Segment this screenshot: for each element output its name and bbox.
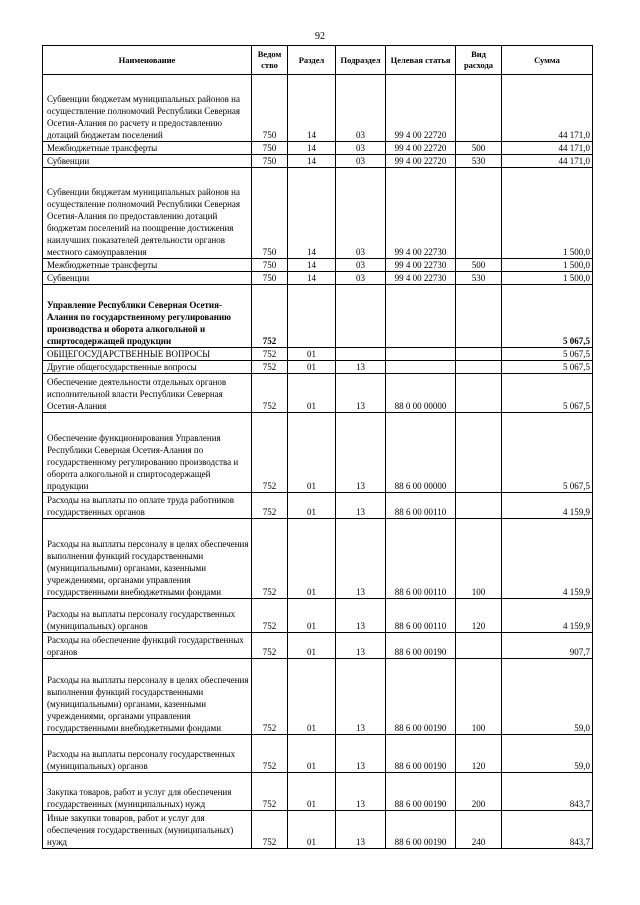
cell-name: Обеспечение деятельности отдельных органов исполнительной власти Республики Северная Осетия-Алания	[43, 374, 252, 413]
table-row	[43, 599, 593, 633]
cell-name: ОБЩЕГОСУДАРСТВЕННЫЕ ВОПРОСЫ	[43, 348, 252, 361]
cell-dept: 752	[252, 735, 288, 773]
cell-target: 88 0 00 00000	[386, 374, 456, 413]
cell-sum: 5 067,5	[502, 348, 593, 361]
cell-section: 14	[288, 75, 336, 142]
cell-name: Обеспечение функционирования Управления Республики Северная Осетия-Алания по государственному регулированию производства и оборота алкогольной и спиртосодержащей продукции	[43, 413, 252, 493]
header-name: Наименование	[43, 46, 252, 75]
cell-sum: 4 159,9	[502, 599, 593, 633]
cell-subsection: 13	[336, 811, 386, 849]
table-row	[43, 493, 593, 519]
cell-sum: 44 171,0	[502, 75, 593, 142]
cell-section: 01	[288, 361, 336, 374]
cell-subsection: 13	[336, 773, 386, 811]
table-row	[43, 811, 593, 849]
table-row	[43, 633, 593, 659]
cell-type: 200	[456, 773, 502, 811]
cell-type	[456, 361, 502, 374]
cell-section: 14	[288, 142, 336, 155]
cell-target: 99 4 00 22720	[386, 142, 456, 155]
cell-dept: 750	[252, 75, 288, 142]
cell-dept: 752	[252, 811, 288, 849]
table-row	[43, 659, 593, 735]
cell-name: Другие общегосударственные вопросы	[43, 361, 252, 374]
cell-type	[456, 413, 502, 493]
cell-target: 88 6 00 00190	[386, 659, 456, 735]
cell-subsection: 03	[336, 272, 386, 285]
table-row	[43, 519, 593, 599]
cell-sum: 5 067,5	[502, 374, 593, 413]
header-type: Вид расхода	[456, 46, 502, 75]
cell-sum: 4 159,9	[502, 493, 593, 519]
cell-type: 100	[456, 519, 502, 599]
cell-subsection: 03	[336, 75, 386, 142]
cell-name: Расходы на выплаты персоналу в целях обеспечения выполнения функций государственными (муниципальными) органами, казенными учреждениями, органами управления государственными внебюджетными фондами	[43, 519, 252, 599]
cell-name: Расходы на выплаты персоналу государственных (муниципальных) органов	[43, 599, 252, 633]
cell-dept: 752	[252, 659, 288, 735]
cell-subsection: 13	[336, 599, 386, 633]
cell-dept: 752	[252, 348, 288, 361]
cell-dept: 750	[252, 259, 288, 272]
cell-section: 01	[288, 735, 336, 773]
cell-type: 120	[456, 735, 502, 773]
header-section: Раздел	[288, 46, 336, 75]
cell-type: 530	[456, 272, 502, 285]
cell-type: 100	[456, 659, 502, 735]
cell-dept: 752	[252, 773, 288, 811]
cell-dept: 752	[252, 493, 288, 519]
cell-subsection: 13	[336, 413, 386, 493]
cell-subsection: 03	[336, 168, 386, 259]
cell-subsection: 13	[336, 659, 386, 735]
cell-dept: 750	[252, 155, 288, 168]
cell-subsection: 13	[336, 361, 386, 374]
cell-name: Субвенции	[43, 272, 252, 285]
cell-target: 99 4 00 22720	[386, 155, 456, 168]
table-row	[43, 773, 593, 811]
cell-sum: 59,0	[502, 735, 593, 773]
table-row	[43, 168, 593, 259]
table-row	[43, 142, 593, 155]
cell-section: 01	[288, 811, 336, 849]
cell-sum: 5 067,5	[502, 285, 593, 348]
cell-dept: 752	[252, 361, 288, 374]
cell-section: 01	[288, 374, 336, 413]
table-row	[43, 361, 593, 374]
header-subsection: Подраздел	[336, 46, 386, 75]
header-dept: Ведом ство	[252, 46, 288, 75]
cell-name: Расходы на выплаты персоналу государственных (муниципальных) органов	[43, 735, 252, 773]
cell-name: Расходы на выплаты по оплате труда работников государственных органов	[43, 493, 252, 519]
cell-subsection: 03	[336, 259, 386, 272]
cell-section: 01	[288, 413, 336, 493]
table-row	[43, 413, 593, 493]
cell-subsection: 13	[336, 633, 386, 659]
cell-target: 99 4 00 22730	[386, 272, 456, 285]
cell-target: 99 4 00 22720	[386, 75, 456, 142]
cell-dept: 750	[252, 272, 288, 285]
cell-sum: 907,7	[502, 633, 593, 659]
cell-sum: 5 067,5	[502, 361, 593, 374]
cell-target: 88 6 00 00190	[386, 773, 456, 811]
cell-target: 99 4 00 22730	[386, 168, 456, 259]
cell-target: 88 6 00 00190	[386, 811, 456, 849]
cell-name: Межбюджетные трансферты	[43, 142, 252, 155]
cell-section: 14	[288, 272, 336, 285]
cell-subsection	[336, 285, 386, 348]
header-sum: Сумма	[502, 46, 593, 75]
table-row	[43, 155, 593, 168]
table-row	[43, 259, 593, 272]
cell-name: Расходы на обеспечение функций государственных органов	[43, 633, 252, 659]
cell-subsection: 13	[336, 374, 386, 413]
table-row	[43, 348, 593, 361]
cell-sum: 1 500,0	[502, 272, 593, 285]
cell-subsection: 03	[336, 155, 386, 168]
cell-name: Субвенции	[43, 155, 252, 168]
cell-section: 14	[288, 155, 336, 168]
cell-target	[386, 285, 456, 348]
cell-section: 01	[288, 773, 336, 811]
cell-name: Субвенции бюджетам муниципальных районов на осуществление полномочий Республики Северная Осетия-Алания по предоставлению дотаций бюджетам поселений на поощрение достижения наилучших показателей деятельности органов местного самоуправления	[43, 168, 252, 259]
cell-section: 01	[288, 599, 336, 633]
cell-subsection: 03	[336, 142, 386, 155]
cell-sum: 1 500,0	[502, 168, 593, 259]
cell-sum: 44 171,0	[502, 155, 593, 168]
cell-name: Управление Республики Северная Осетия-Алания по государственному регулированию производства и оборота алкогольной и спиртосодержащей продукции	[43, 285, 252, 348]
cell-type: 500	[456, 259, 502, 272]
cell-sum: 4 159,9	[502, 519, 593, 599]
cell-section: 14	[288, 168, 336, 259]
cell-type	[456, 285, 502, 348]
cell-type	[456, 374, 502, 413]
cell-sum: 44 171,0	[502, 142, 593, 155]
cell-name: Закупка товаров, работ и услуг для обеспечения государственных (муниципальных) нужд	[43, 773, 252, 811]
cell-sum: 59,0	[502, 659, 593, 735]
cell-sum: 1 500,0	[502, 259, 593, 272]
cell-section: 01	[288, 633, 336, 659]
cell-type	[456, 493, 502, 519]
table-row	[43, 735, 593, 773]
cell-target: 99 4 00 22730	[386, 259, 456, 272]
cell-subsection: 13	[336, 519, 386, 599]
cell-target: 88 6 00 00110	[386, 599, 456, 633]
cell-dept: 752	[252, 374, 288, 413]
cell-dept: 752	[252, 285, 288, 348]
cell-type: 120	[456, 599, 502, 633]
cell-type	[456, 348, 502, 361]
table-body	[43, 75, 593, 849]
cell-section: 01	[288, 659, 336, 735]
cell-dept: 752	[252, 599, 288, 633]
cell-type	[456, 75, 502, 142]
cell-subsection: 13	[336, 493, 386, 519]
cell-target: 88 6 00 00110	[386, 519, 456, 599]
cell-dept: 752	[252, 633, 288, 659]
table-row	[43, 374, 593, 413]
cell-name: Субвенции бюджетам муниципальных районов на осуществление полномочий Республики Северная Осетия-Алания по расчету и предоставлению дотаций бюджетам поселений	[43, 75, 252, 142]
table-header-row	[43, 46, 593, 75]
cell-target: 88 6 00 00110	[386, 493, 456, 519]
page-number: 92	[315, 31, 325, 42]
cell-type: 240	[456, 811, 502, 849]
cell-target: 88 6 00 00190	[386, 735, 456, 773]
cell-name: Иные закупки товаров, работ и услуг для обеспечения государственных (муниципальных) нужд	[43, 811, 252, 849]
cell-target	[386, 348, 456, 361]
budget-table	[42, 45, 593, 849]
cell-type	[456, 633, 502, 659]
cell-name: Расходы на выплаты персоналу в целях обеспечения выполнения функций государственными (муниципальными) органами, казенными учреждениями, органами управления государственными внебюджетными фондами	[43, 659, 252, 735]
cell-dept: 750	[252, 168, 288, 259]
table-row	[43, 285, 593, 348]
table-row	[43, 272, 593, 285]
cell-target: 88 6 00 00000	[386, 413, 456, 493]
cell-section: 14	[288, 259, 336, 272]
cell-subsection	[336, 348, 386, 361]
table-row	[43, 75, 593, 142]
cell-type: 500	[456, 142, 502, 155]
cell-section: 01	[288, 493, 336, 519]
cell-sum: 843,7	[502, 811, 593, 849]
cell-section	[288, 285, 336, 348]
cell-section: 01	[288, 519, 336, 599]
cell-subsection: 13	[336, 735, 386, 773]
cell-sum: 5 067,5	[502, 413, 593, 493]
cell-sum: 843,7	[502, 773, 593, 811]
cell-name: Межбюджетные трансферты	[43, 259, 252, 272]
header-target: Целевая статья	[386, 46, 456, 75]
cell-dept: 752	[252, 519, 288, 599]
cell-section: 01	[288, 348, 336, 361]
cell-type: 530	[456, 155, 502, 168]
cell-type	[456, 168, 502, 259]
cell-target	[386, 361, 456, 374]
cell-target: 88 6 00 00190	[386, 633, 456, 659]
cell-dept: 750	[252, 142, 288, 155]
cell-dept: 752	[252, 413, 288, 493]
